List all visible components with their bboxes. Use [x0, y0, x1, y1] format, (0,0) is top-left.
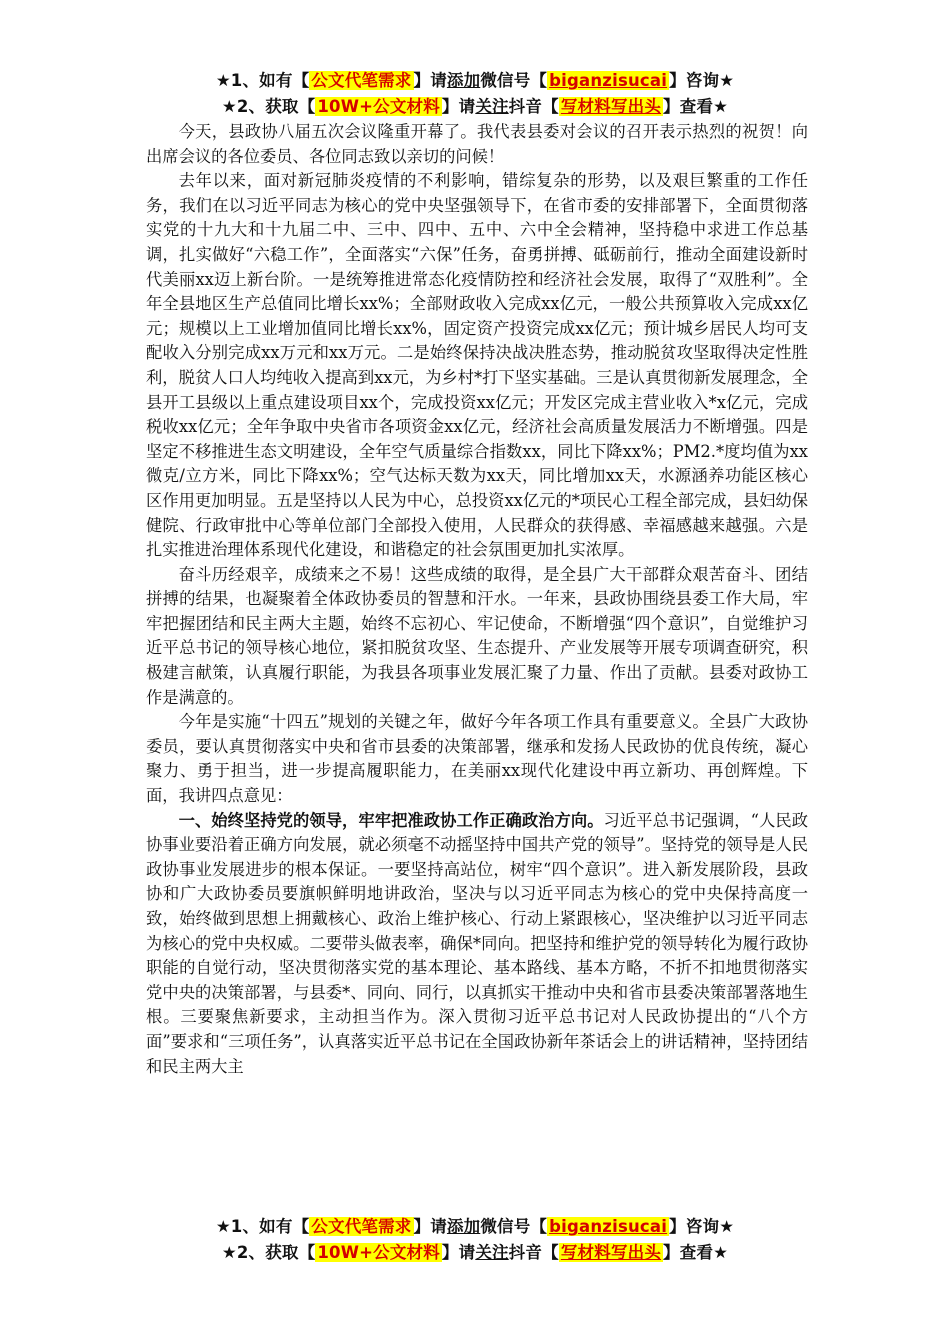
promo-text: 】查看★ — [663, 97, 729, 116]
promo-text: 】请 — [413, 71, 447, 90]
promo-text: 】查看★ — [663, 1243, 729, 1262]
promo-text: ★1、如有【 — [215, 1217, 310, 1236]
promo-text: 抖音【 — [508, 97, 559, 116]
promo-text: 】请 — [441, 97, 476, 116]
promo-text: ★2、获取【 — [221, 97, 316, 116]
promo-text: 微信号【 — [480, 1217, 548, 1236]
promo-highlight: 公文代笔需求 — [311, 1217, 412, 1236]
promo-underline: 添加 — [446, 1217, 481, 1236]
paragraph-review: 去年以来，面对新冠肺炎疫情的不利影响，错综复杂的形势，以及艰巨繁重的工作任务，我们在以习近平同志为核心的党中央坚强领导下，在省市委的安排部署下，全面贯彻落实党的十九大和十九届二中、三中、四中、五中、六中全会精神，坚持稳中求进工作总基调，扎实做好“六稳工作”，全面落实“六保”任务，奋勇拼搏、砥砺前行，推动全面建设新时代美丽xx迈上新台阶。一是统筹推进常态化疫情防控和经济社会发展，取得了“双胜利”。全年全县地区生产总值同比增长xx%；全部财政收入完成xx亿元，一般公共预算收入完成xx亿元；规模以上工业增加值同比增长xx%，固定资产投资完成xx亿元；预计城乡居民人均可支配收入分别完成xx万元和xx万元。二是始终保持决战决胜态势，推动脱贫攻坚取得决定性胜利，脱贫人口人均纯收入提高到xx元，为乡村*打下坚实基础。三是认真贯彻新发展理念，全县开工县级以上重点建设项目xx个，完成投资xx亿元；开发区完成主营业收入*x亿元，完成税收xx亿元；全年争取中央省市各项资金xx亿元，经济社会高质量发展活力不断增强。四是坚定不移推进生态文明建设，全年空气质量综合指数xx，同比下降xx%；PM2.*度均值为xx微克/立方米，同比下降xx%；空气达标天数为xx天，同比增加xx天，水源涵养功能区核心区作用更加明显。五是坚持以人民为中心，总投资xx亿元的*项民心工程全部完成，县妇幼保健院、行政审批中心等单位部门全部投入使用，人民群众的获得感、幸福感越来越强。六是扎实推进治理体系现代化建设，和谐稳定的社会氛围更加扎实浓厚。 — [146, 171, 808, 560]
promo-line-1 — [0, 1214, 950, 1240]
promo-underline: 添加 — [446, 71, 481, 90]
article-body — [146, 120, 808, 1079]
promo-line-2 — [0, 1240, 950, 1266]
paragraph-opening: 今天，县政协八届五次会议隆重开幕了。我代表县委对会议的召开表示热烈的祝贺！向出席会议的各位委员、各位同志致以亲切的问候！ — [146, 122, 808, 166]
promo-douyin-id[interactable]: 写材料写出头 — [560, 1243, 662, 1262]
promo-text: ★1、如有【 — [215, 71, 310, 90]
promo-banner-top — [0, 68, 950, 120]
paragraph-point-one — [146, 809, 808, 1080]
promo-line-2 — [0, 94, 950, 120]
promo-underline: 关注 — [475, 97, 509, 116]
promo-text: 抖音【 — [508, 1243, 559, 1262]
promo-line-1 — [0, 68, 950, 94]
promo-highlight: 10W+公文材料 — [317, 1243, 440, 1262]
section-heading: 一、始终坚持党的领导，牢牢把准政协工作正确政治方向。 — [178, 810, 604, 830]
promo-highlight: 公文代笔需求 — [311, 71, 412, 90]
promo-underline: 关注 — [475, 1243, 509, 1262]
promo-text: 】请 — [441, 1243, 476, 1262]
promo-douyin-id[interactable]: 写材料写出头 — [560, 97, 662, 116]
promo-text: 】请 — [413, 1217, 447, 1236]
paragraph-outlook: 今年是实施“十四五”规划的关键之年，做好今年各项工作具有重要意义。全县广大政协委员，要认真贯彻落实中央和省市县委的决策部署，继承和发扬人民政协的优良传统，凝心聚力、勇于担当，进一步提高履职能力，在美丽xx现代化建设中再立新功、再创辉煌。下面，我讲四点意见： — [146, 712, 808, 806]
promo-highlight: 10W+公文材料 — [317, 97, 440, 116]
promo-banner-bottom — [0, 1214, 950, 1266]
section-text: 习近平总书记强调，“人民政协事业要沿着正确方向发展，就必须毫不动摇坚持中国共产党的领导”。坚持党的领导是人民政协事业发展进步的根本保证。一要坚持高站位，树牢“四个意识”。进入新发展阶段，县政协和广大政协委员要旗帜鲜明地讲政治，坚决与以习近平同志为核心的党中央保持高度一致，始终做到思想上拥戴核心、政治上维护核心、行动上紧跟核心，坚决维护以习近平同志为核心的党中央权威。二要带头做表率，确保*同向。把坚持和维护党的领导转化为履行政协职能的自觉行动，坚决贯彻落实党的基本理论、基本路线、基本方略，不折不扣地贯彻落实党中央的决策部署，与县委*、同向、同行，以真抓实干推动中央和省市县委决策部署落地生根。三要聚焦新要求，主动担当作为。深入贯彻习近平总书记对人民政协提出的“八个方面”要求和“三项任务”，认真落实近平总书记在全国政协新年茶话会上的讲话精神，坚持团结和民主两大主 — [146, 810, 808, 1076]
promo-text: 】咨询★ — [669, 1217, 735, 1236]
promo-text: 微信号【 — [480, 71, 548, 90]
promo-text: ★2、获取【 — [221, 1243, 316, 1262]
promo-wechat-id[interactable]: biganzisucai — [549, 1217, 668, 1236]
paragraph-achievements: 奋斗历经艰辛，成绩来之不易！这些成绩的取得，是全县广大干部群众艰苦奋斗、团结拼搏的结果，也凝聚着全体政协委员的智慧和汗水。一年来，县政协围绕县委工作大局，牢牢把握团结和民主两大主题，始终不忘初心、牢记使命，不断增强“四个意识”，自觉维护习近平总书记的领导核心地位，紧扣脱贫攻坚、生态提升、产业发展等开展专项调查研究，积极建言献策，认真履行职能，为我县各项事业发展汇聚了力量、作出了贡献。县委对政协工作是满意的。 — [146, 564, 808, 707]
promo-text: 】咨询★ — [669, 71, 735, 90]
promo-wechat-id[interactable]: biganzisucai — [549, 71, 668, 90]
